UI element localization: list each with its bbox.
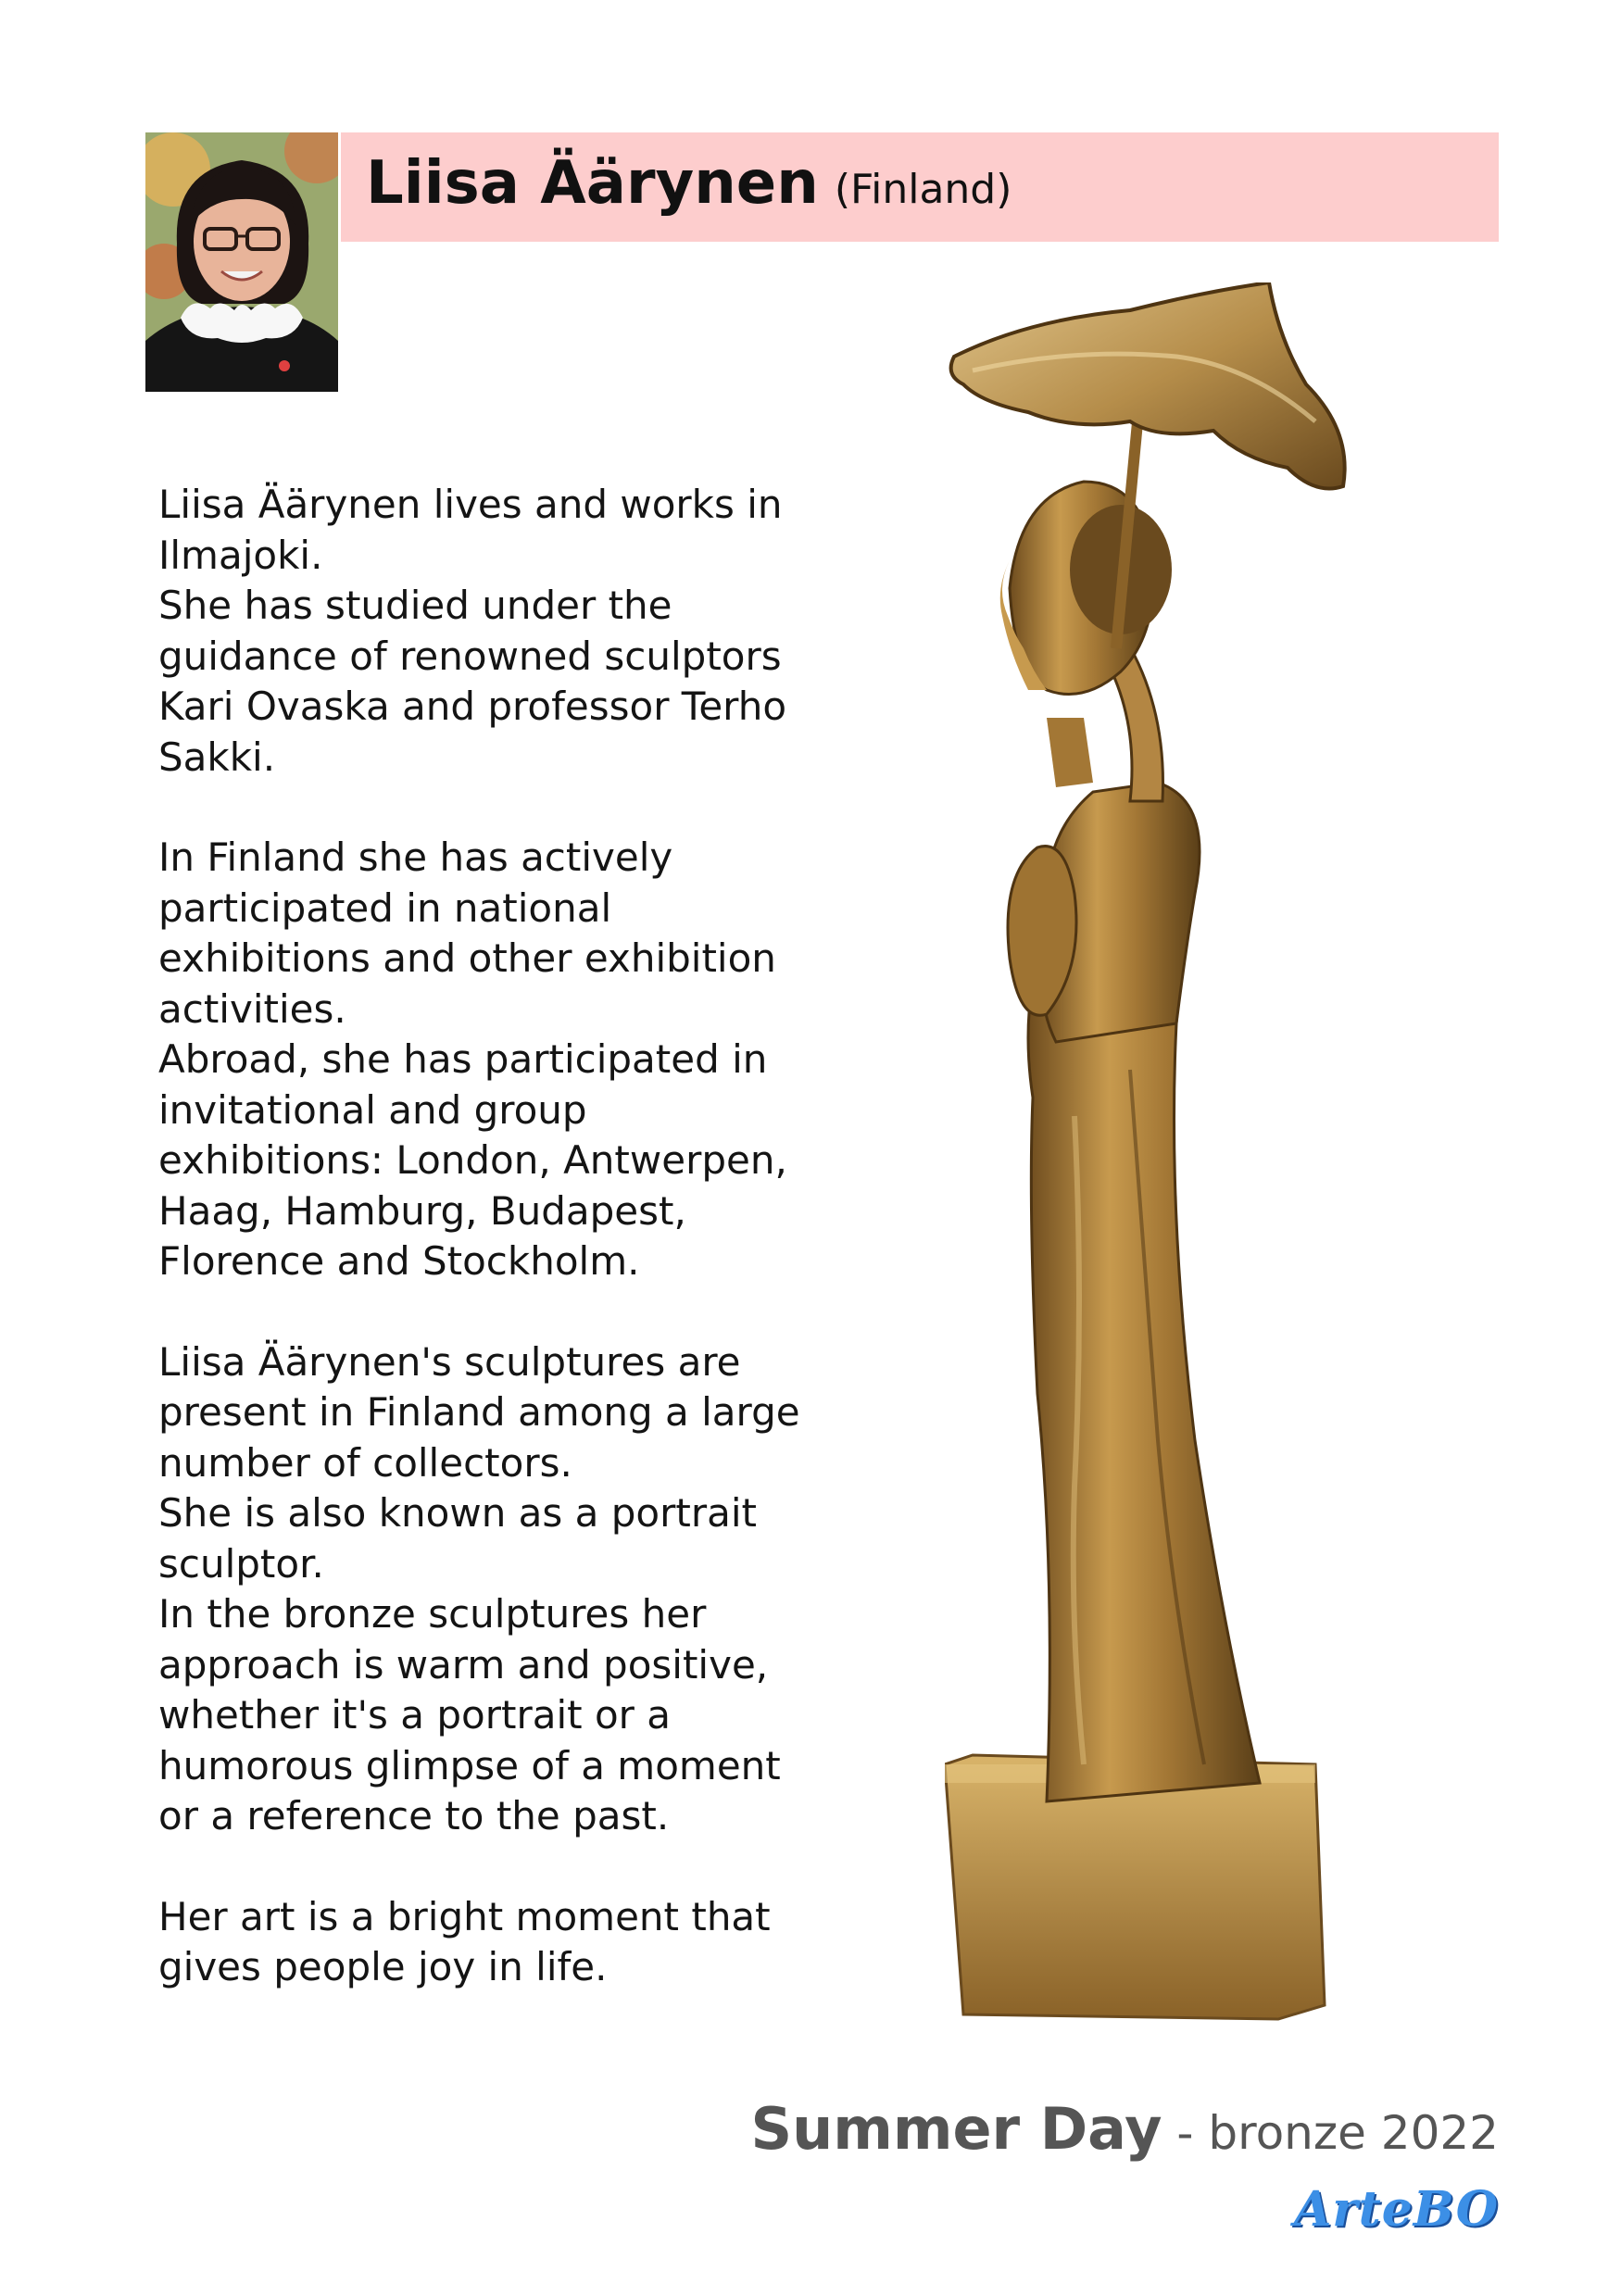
artist-portrait-photo: [145, 132, 338, 392]
artist-name-banner: [341, 132, 1499, 242]
bio-paragraph: [158, 833, 807, 1287]
sculpture-image: [945, 282, 1501, 2042]
bio-line: She has studied under the: [158, 583, 672, 628]
bio-line: Kari Ovaska and professor Terho: [158, 684, 787, 729]
bio-line: Florence and Stockholm.: [158, 1238, 640, 1284]
bio-line: number of collectors.: [158, 1439, 572, 1486]
artwork-title: Summer Day: [750, 2095, 1162, 2163]
bio-line: In the bronze sculptures her: [158, 1591, 707, 1637]
bio-line: approach is warm and positive,: [158, 1641, 769, 1687]
artist-country: (Finland): [834, 166, 1012, 213]
bio-paragraph: [158, 1892, 807, 1993]
artist-name: Liisa Äärynen: [366, 149, 819, 218]
bio-line: or a reference to the past.: [158, 1793, 670, 1838]
bio-line: Her art is a bright moment that: [158, 1893, 771, 1939]
bio-line: exhibitions and other exhibition: [158, 935, 776, 981]
artist-portrait-drawing: [145, 132, 338, 392]
bio-line: She is also known as a portrait: [158, 1490, 757, 1536]
artist-biography: [158, 480, 807, 2043]
bio-line: exhibitions: London, Antwerpen,: [158, 1137, 787, 1183]
bio-line: invitational and group: [158, 1086, 587, 1133]
artwork-caption: [751, 2095, 1500, 2163]
bio-line: Liisa Äärynen lives and works in: [158, 482, 783, 527]
bio-line: Liisa Äärynen's sculptures are: [158, 1338, 741, 1385]
bio-line: gives people joy in life.: [158, 1944, 608, 1989]
bio-paragraph: [158, 480, 807, 783]
bio-paragraph: [158, 1337, 807, 1842]
bio-line: humorous glimpse of a moment: [158, 1742, 781, 1788]
artebo-logo: ArteBO: [1293, 2181, 1499, 2238]
artwork-detail: bronze 2022: [1208, 2106, 1499, 2160]
bio-line: In Finland she has actively: [158, 834, 673, 880]
sculpture-drawing: [945, 282, 1501, 2042]
artist-heading: [366, 149, 1012, 218]
caption-separator: -: [1162, 2106, 1209, 2160]
bio-line: present in Finland among a large: [158, 1389, 800, 1435]
bio-line: whether it's a portrait or a: [158, 1692, 671, 1738]
bio-line: sculptor.: [158, 1540, 324, 1587]
bio-line: Ilmajoki.: [158, 532, 323, 578]
bio-line: Haag, Hamburg, Budapest,: [158, 1187, 686, 1234]
bio-line: participated in national: [158, 885, 612, 931]
bio-line: Abroad, she has participated in: [158, 1036, 768, 1082]
bio-line: activities.: [158, 985, 346, 1032]
bio-line: guidance of renowned sculptors: [158, 633, 782, 679]
bio-line: Sakki.: [158, 734, 276, 780]
